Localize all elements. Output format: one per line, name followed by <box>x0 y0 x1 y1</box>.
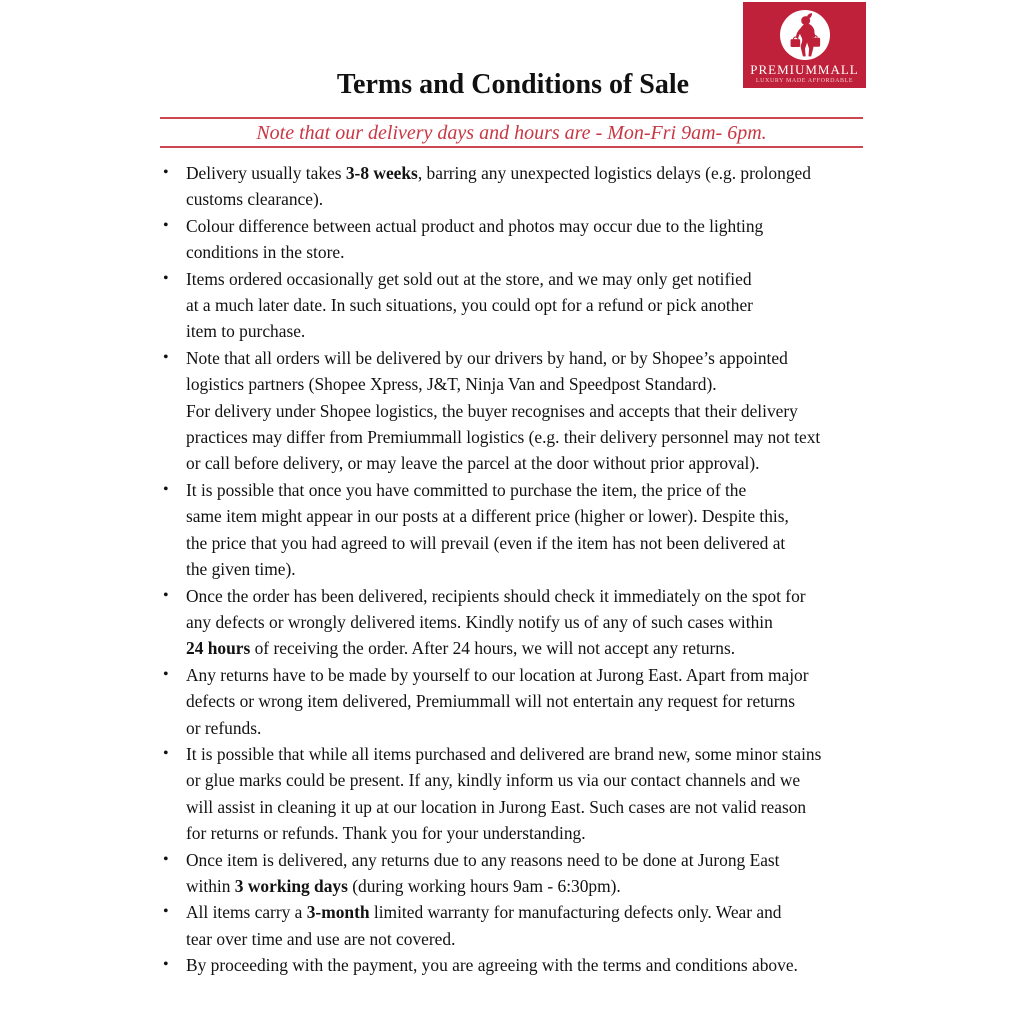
term-line: will assist in cleaning it up at our location in Jurong East. Such cases are not valid reason <box>186 796 807 817</box>
term-line: item to purchase. <box>186 321 306 342</box>
delivery-note: Note that our delivery days and hours are - Mon-Fri 9am- 6pm. <box>256 122 767 144</box>
term-item <box>160 583 872 662</box>
term-item <box>160 160 872 213</box>
term-line: Note that all orders will be delivered by our drivers by hand, or by Shopee’s appointed <box>186 347 788 368</box>
term-line: within 3 working days (during working hours 9am - 6:30pm). <box>186 875 621 896</box>
term-line: any defects or wrongly delivered items. Kindly notify us of any of such cases within <box>186 611 773 632</box>
bullet-icon: • <box>163 665 169 683</box>
term-line: All items carry a 3-month limited warranty for manufacturing defects only. Wear and <box>186 902 782 923</box>
term-line: Delivery usually takes 3-8 weeks, barring any unexpected logistics delays (e.g. prolonged <box>186 163 811 183</box>
term-line: at a much later date. In such situations, you could opt for a refund or pick another <box>186 295 753 316</box>
bullet-icon: • <box>163 850 169 868</box>
term-line: the given time). <box>186 559 296 580</box>
bullet-icon: • <box>163 269 169 287</box>
logo-circle <box>780 10 830 60</box>
bullet-icon: • <box>163 956 169 974</box>
term-item <box>160 266 872 345</box>
bullet-icon: • <box>163 744 169 762</box>
term-line: customs clearance). <box>186 189 324 210</box>
term-line: or refunds. <box>186 717 262 738</box>
term-line: Any returns have to be made by yourself to our location at Jurong East. Apart from major <box>186 664 809 685</box>
shopper-silhouette-icon <box>783 12 827 58</box>
page-title: Terms and Conditions of Sale <box>336 69 690 100</box>
bullet-icon: • <box>163 216 169 234</box>
term-line: for returns or refunds. Thank you for your understanding. <box>186 823 586 844</box>
term-line: defects or wrong item delivered, Premiummall will not entertain any request for returns <box>186 691 795 712</box>
bullet-icon: • <box>163 903 169 921</box>
term-line: Items ordered occasionally get sold out at the store, and we may only get notified <box>186 268 752 289</box>
term-line: same item might appear in our posts at a different price (higher or lower). Despite this, <box>186 506 789 527</box>
term-line: conditions in the store. <box>186 242 345 263</box>
term-item <box>160 662 872 741</box>
bullet-icon: • <box>163 348 169 366</box>
term-item <box>160 213 872 266</box>
term-item <box>160 899 872 952</box>
term-item <box>160 847 872 900</box>
term-line: By proceeding with the payment, you are agreeing with the terms and conditions above. <box>186 955 798 976</box>
term-item <box>160 345 872 477</box>
note-divider-bottom <box>160 146 863 148</box>
term-item <box>160 952 872 978</box>
term-line: or glue marks could be present. If any, kindly inform us via our contact channels and we <box>186 770 801 791</box>
term-line: the price that you had agreed to will prevail (even if the item has not been delivered at <box>186 532 786 553</box>
note-divider-top <box>160 117 863 119</box>
term-line: tear over time and use are not covered. <box>186 928 456 949</box>
terms-list <box>160 160 872 979</box>
term-line: Once the order has been delivered, recipients should check it immediately on the spot for <box>186 585 806 606</box>
bullet-icon: • <box>163 164 169 181</box>
logo-tagline-text: LUXURY MADE AFFORDABLE <box>755 78 854 84</box>
term-line: Colour difference between actual product and photos may occur due to the lighting <box>186 215 764 236</box>
term-line: Once item is delivered, any returns due to any reasons need to be done at Jurong East <box>186 849 780 870</box>
bullet-icon: • <box>163 586 169 604</box>
term-line: or call before delivery, or may leave the parcel at the door without prior approval). <box>186 453 760 474</box>
term-item <box>160 741 872 847</box>
term-item <box>160 477 872 583</box>
logo-brand-text: PREMIUMMALL <box>750 62 859 77</box>
term-line: logistics partners (Shopee Xpress, J&T, Ninja Van and Speedpost Standard). <box>186 374 717 395</box>
term-line: It is possible that while all items purchased and delivered are brand new, some minor stains <box>186 743 822 764</box>
bullet-icon: • <box>163 480 169 498</box>
term-line: practices may differ from Premiummall logistics (e.g. their delivery personnel may not text <box>186 427 821 448</box>
term-line: 24 hours of receiving the order. After 24 hours, we will not accept any returns. <box>186 638 736 659</box>
term-line: It is possible that once you have committed to purchase the item, the price of the <box>186 479 747 500</box>
term-line: For delivery under Shopee logistics, the buyer recognises and accepts that their delivery <box>186 400 798 421</box>
